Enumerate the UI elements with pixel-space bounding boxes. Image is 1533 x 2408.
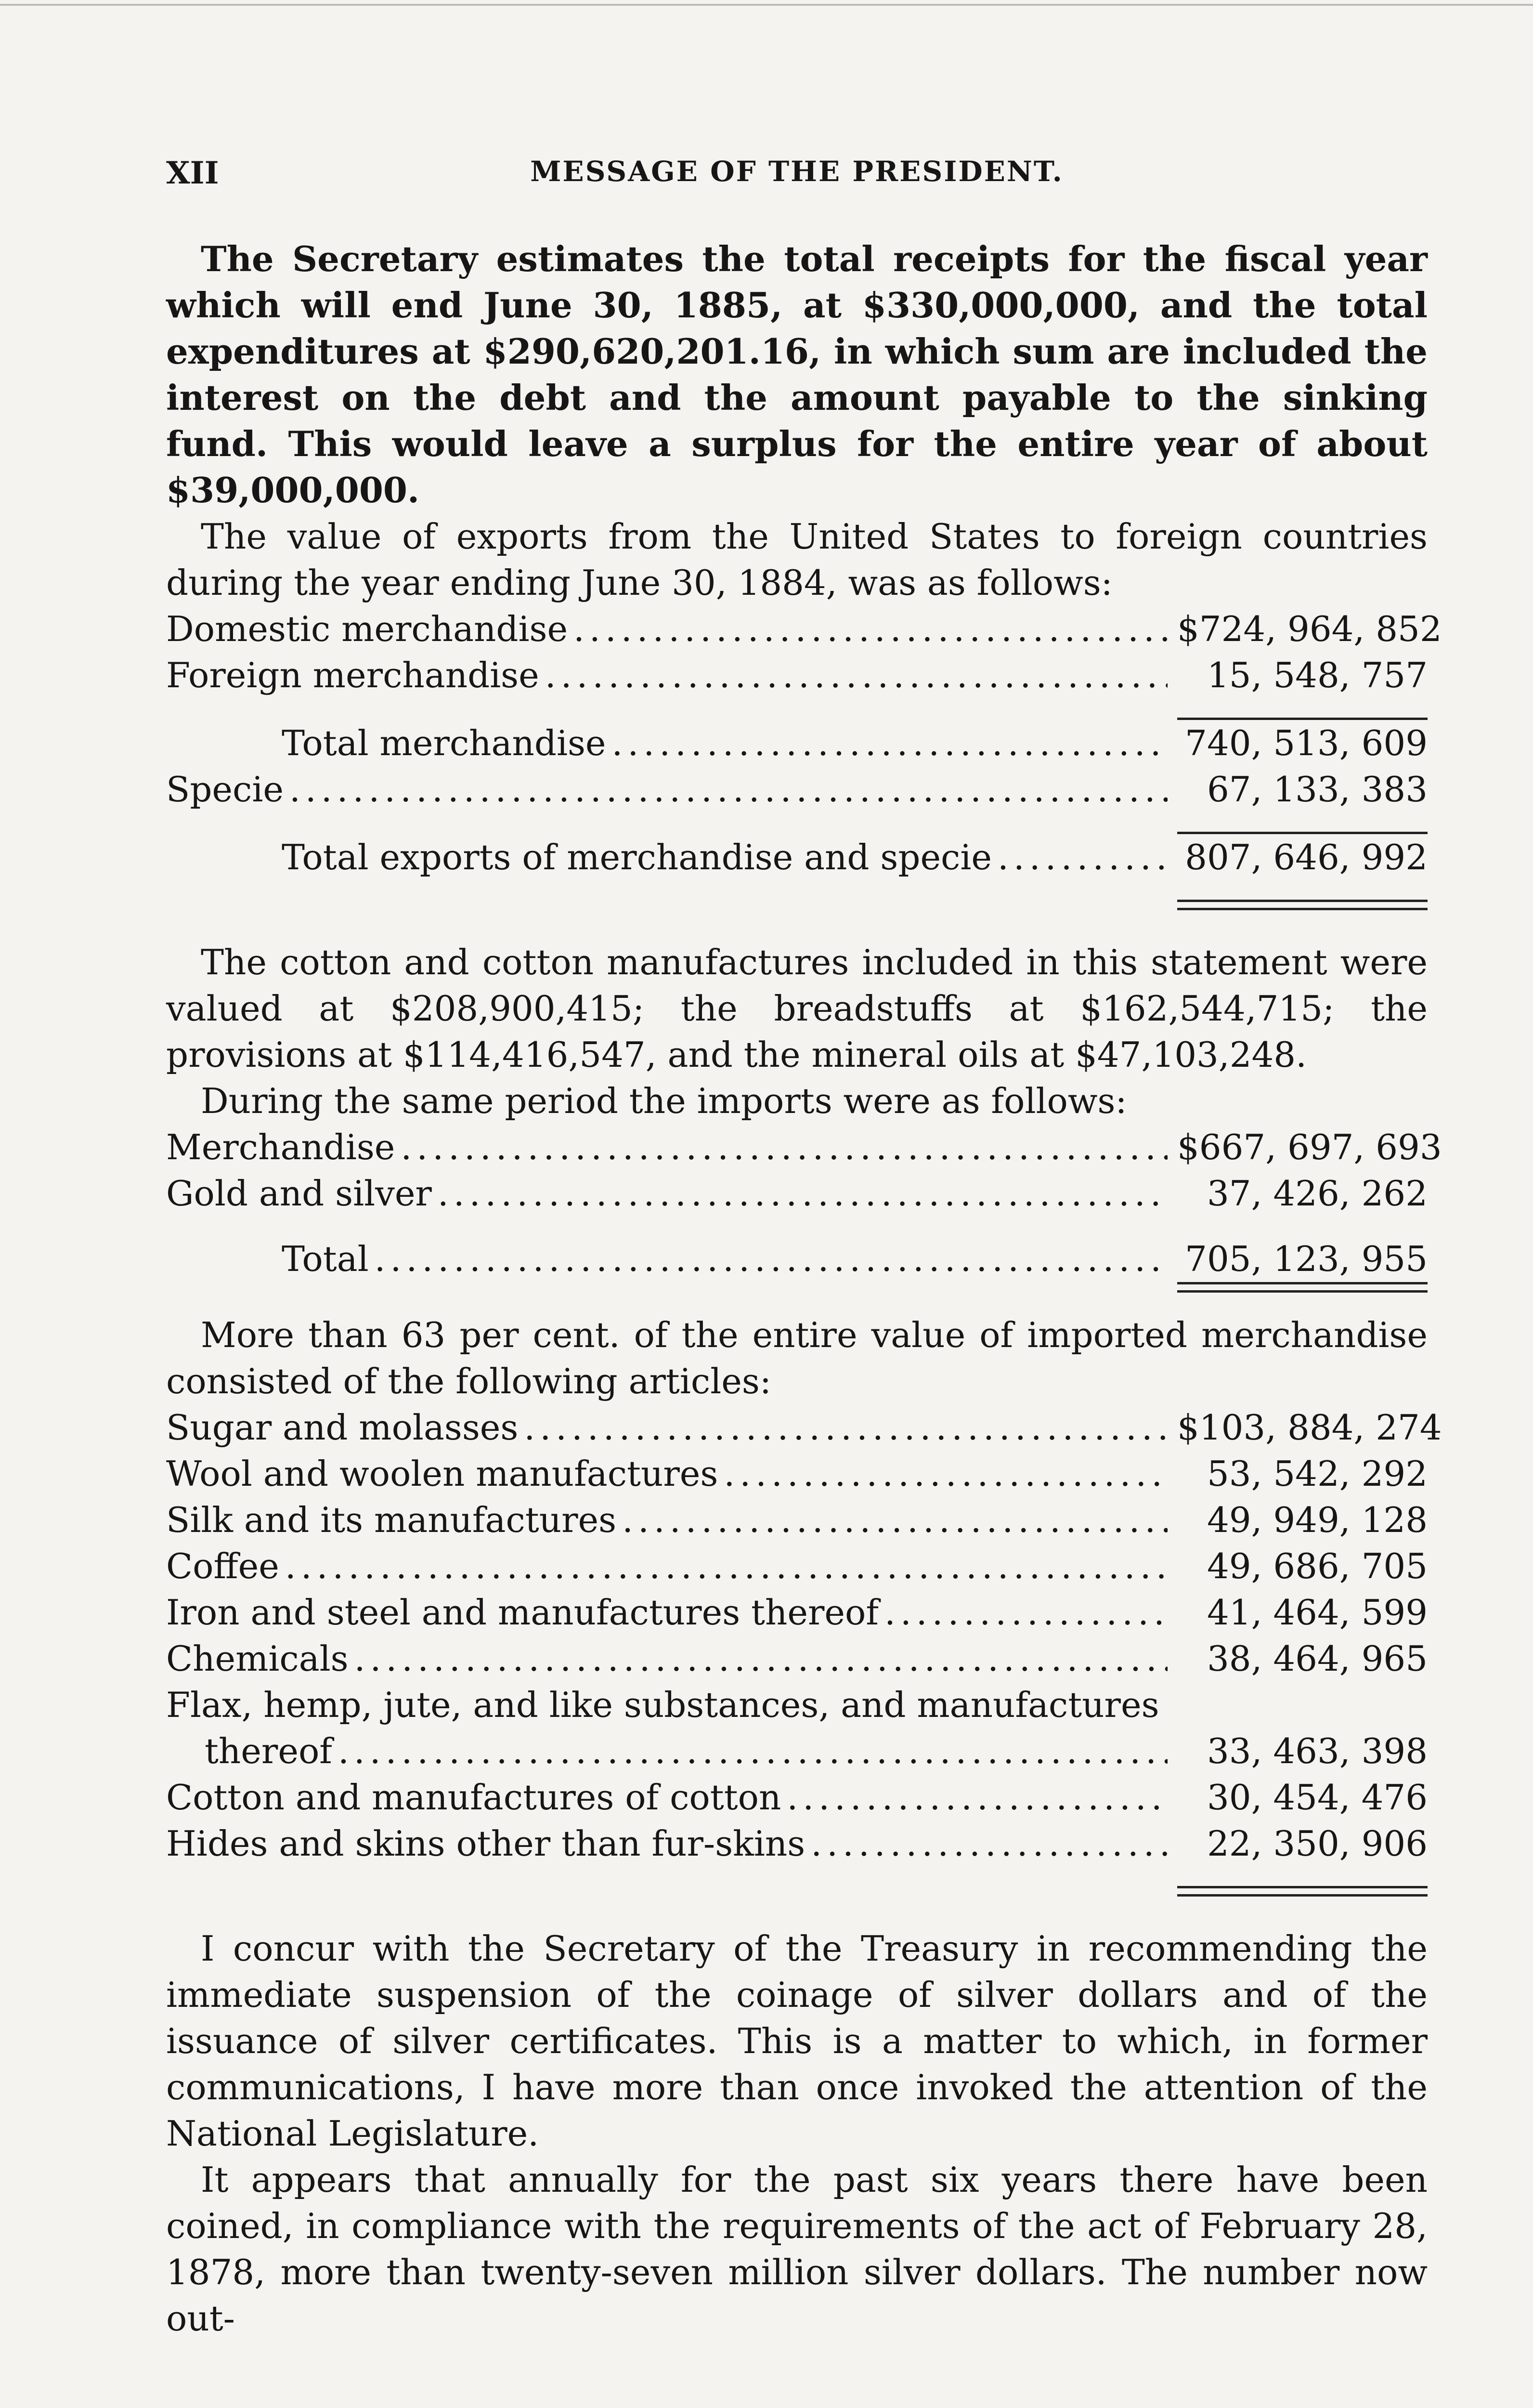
row-label: Iron and steel and manufactures thereof [166,1592,879,1633]
row-label: Wool and woolen manufactures [166,1453,718,1494]
leader-dots [375,1236,1168,1282]
row-value: 33, 463, 398 [1207,1731,1428,1771]
table-row [166,1728,1428,1774]
leader-dots [401,1124,1168,1170]
row-value: 705, 123, 955 [1185,1239,1428,1279]
leader-dots [622,1497,1168,1543]
row-value: 53, 542, 292 [1207,1453,1428,1494]
table-row [166,1124,1442,1170]
table-row [166,1774,1428,1820]
total-double-rule [1177,900,1428,910]
leader-dots [612,720,1168,766]
row-label: Hides and skins other than fur-skins [166,1823,805,1864]
leader-dots [998,834,1168,880]
table-row [166,720,1428,766]
leader-dots [438,1170,1168,1217]
row-value: 49, 949, 128 [1207,1500,1428,1540]
articles-table [166,1404,1442,1897]
table-row [166,1543,1428,1589]
top-border [0,4,1533,6]
leader-dots [285,1543,1168,1589]
total-double-rule [1177,1282,1428,1293]
table-row [166,1236,1428,1282]
leader-dots [289,766,1168,812]
table-row [166,1170,1428,1217]
table-row [166,1451,1428,1497]
table-row [166,766,1428,812]
leader-dots [524,1404,1168,1451]
row-value: 22, 350, 906 [1207,1823,1428,1864]
imports-table [166,1124,1442,1293]
row-label: Sugar and molasses [166,1407,519,1448]
table-row [166,606,1442,652]
leader-dots [573,606,1168,652]
row-value: 38, 464, 965 [1207,1638,1428,1679]
page-number: XII [166,155,219,191]
row-value: 37, 426, 262 [1207,1173,1428,1214]
row-label: Merchandise [166,1127,395,1167]
table-row [166,652,1428,698]
row-value: 30, 454, 476 [1207,1777,1428,1818]
page-header [166,155,1428,203]
row-label: Gold and silver [166,1173,432,1214]
row-value: 807, 646, 992 [1185,837,1428,877]
table-row [166,1682,1428,1728]
table-row [166,1497,1428,1543]
row-label: Chemicals [166,1638,349,1679]
paragraph-silver-coinage: I concur with the Secretary of the Treasury in recommending the immediate suspension of the coinage of silver dollars and of the issuance of silver certificates. This is a matter to which, in former communications, I have more than once invoked the attention of the National Legislature. [166,1928,1428,2154]
table-row [166,1636,1428,1682]
body-text [166,236,1442,2342]
row-label: Total exports of merchandise and specie [282,837,992,877]
row-label: Silk and its manufactures [166,1500,617,1540]
leader-dots [545,652,1168,698]
table-row [166,1589,1428,1636]
row-label: Flax, hemp, jute, and like substances, and manufactures [166,1685,1159,1725]
row-value: 15, 548, 757 [1207,655,1428,695]
leader-dots [354,1636,1168,1682]
leader-dots [884,1589,1168,1636]
exports-table [166,606,1442,910]
paragraph-exports-intro: The value of exports from the United States to foreign countries during the year ending June 30, 1884, was as follows: [166,516,1428,603]
paragraph-cotton: The cotton and cotton manufactures included in this statement were valued at $208,900,415; the breadstuffs at $162,544,715; the provisions at $114,416,547, and the mineral oils at $47,103,248. [166,942,1428,1075]
leader-dots [811,1820,1168,1867]
row-label: Foreign merchandise [166,655,539,695]
paragraph-receipts: The Secretary estimates the total receipts for the fiscal year which will end June 30, 1885, at $330,000,000, and the total expenditures at $290,620,201.16, in which sum are included the interest on the debt and the amount payable to the sinking fund. This would leave a surplus for the entire year of about $39,000,000. [166,238,1428,510]
table-row [166,834,1428,880]
leader-dots [787,1774,1168,1820]
paragraph-imports-intro: During the same period the imports were as follows: [201,1081,1127,1121]
paragraph-articles-intro: More than 63 per cent. of the entire value of imported merchandise consisted of the following articles: [166,1315,1428,1401]
row-value: 41, 464, 599 [1207,1592,1428,1633]
row-label: Specie [166,769,284,810]
table-row [166,1820,1428,1867]
row-value: $667, 697, 693 [1177,1127,1442,1167]
row-label: Domestic merchandise [166,609,568,649]
row-label: Coffee [166,1546,279,1586]
row-value: 67, 133, 383 [1207,769,1428,810]
row-label: Total merchandise [282,723,606,763]
leader-dots [724,1451,1168,1497]
row-label: Cotton and manufactures of cotton [166,1777,781,1818]
total-double-rule [1177,1886,1428,1897]
row-value: $724, 964, 852 [1177,609,1442,649]
table-row [166,1404,1442,1451]
paragraph-silver-dollars: It appears that annually for the past six years there have been coined, in compliance with the requirements of the act of February 28, 1878, more than twenty-seven million silver dollars. The number now out- [166,2159,1428,2339]
row-value: 740, 513, 609 [1185,723,1428,763]
running-title: MESSAGE OF THE PRESIDENT. [530,155,1064,188]
row-label: Total [282,1239,369,1279]
leader-dots [338,1728,1168,1774]
row-label-continued: thereof [205,1731,332,1771]
row-value: 49, 686, 705 [1207,1546,1428,1586]
row-value: $103, 884, 274 [1177,1407,1442,1448]
